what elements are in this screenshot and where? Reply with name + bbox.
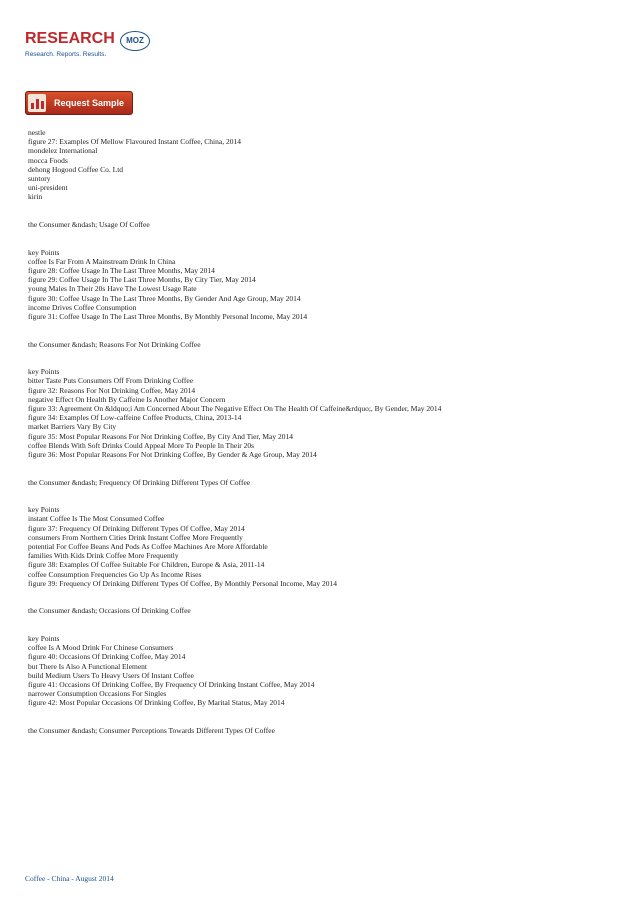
toc-line: coffee Is A Mood Drink For Chinese Consumers	[28, 643, 174, 653]
toc-line: instant Coffee Is The Most Consumed Coffee	[28, 514, 165, 524]
toc-line: nestle	[28, 128, 46, 137]
toc-line: figure 40: Occasions Of Drinking Coffee, May 2014	[28, 652, 186, 662]
toc-line: figure 27: Examples Of Mellow Flavoured Instant Coffee, China, 2014	[28, 137, 241, 147]
section-gap	[28, 202, 618, 220]
toc-line: the Consumer &ndash; Consumer Perceptions Towards Different Types Of Coffee	[28, 726, 275, 736]
toc-line: narrower Consumption Occasions For Singles	[28, 689, 167, 699]
toc-line: income Drives Coffee Consumption	[28, 302, 137, 312]
toc-line: but There Is Also A Functional Element	[28, 661, 148, 671]
toc-line: families With Kids Drink Coffee More Frequently	[28, 551, 179, 561]
section-gap	[28, 616, 618, 634]
toc-line: figure 35: Most Popular Reasons For Not Drinking Coffee, By City And Tier, May 2014	[28, 431, 293, 441]
researchmoz-logo[interactable]	[25, 30, 145, 66]
toc-line: figure 31: Coffee Usage In The Last Three Months, By Monthly Personal Income, May 2014	[28, 312, 308, 322]
toc-line: key Points	[28, 367, 60, 377]
section-gap	[28, 229, 618, 247]
toc-line: the Consumer &ndash; Occasions Of Drinking Coffee	[28, 606, 191, 616]
toc-line: figure 39: Frequency Of Drinking Different Types Of Coffee, By Monthly Personal Income, May 2014	[28, 578, 337, 588]
toc-line: consumers From Northern Cities Drink Instant Coffee More Frequently	[28, 532, 243, 542]
logo-badge: MOZ	[120, 31, 150, 51]
toc-line: key Points	[28, 634, 60, 644]
toc-line: figure 28: Coffee Usage In The Last Three Months, May 2014	[28, 266, 215, 276]
toc-line: young Males In Their 20s Have The Lowest Usage Rate	[28, 284, 197, 294]
toc-line: potential For Coffee Beans And Pods As Coffee Machines Are More Affordable	[28, 542, 268, 552]
toc-line: figure 34: Examples Of Low-caffeine Coffee Products, China, 2013-14	[28, 413, 242, 423]
toc-line: mocca Foods	[28, 155, 68, 165]
footer-link[interactable]: Coffee - China - August 2014	[25, 874, 114, 883]
toc-line: kirin	[28, 192, 43, 202]
toc-line: figure 38: Examples Of Coffee Suitable For Children, Europe & Asia, 2011-14	[28, 560, 265, 570]
toc-line: figure 36: Most Popular Reasons For Not Drinking Coffee, By Gender & Age Group, May 2014	[28, 450, 317, 460]
toc-line: figure 37: Frequency Of Drinking Different Types Of Coffee, May 2014	[28, 523, 245, 533]
toc-line: the Consumer &ndash; Frequency Of Drinking Different Types Of Coffee	[28, 477, 251, 487]
toc-line: figure 30: Coffee Usage In The Last Three Months, By Gender And Age Group, May 2014	[28, 293, 301, 303]
toc-line: figure 32: Reasons For Not Drinking Coffee, May 2014	[28, 385, 196, 395]
toc-line: mondelez International	[28, 146, 98, 156]
toc-line: figure 41: Occasions Of Drinking Coffee, By Frequency Of Drinking Instant Coffee, May 2014	[28, 680, 315, 690]
section-gap	[28, 708, 618, 726]
toc-line: uni-president	[28, 183, 68, 193]
toc-line: dehong Hogood Coffee Co. Ltd	[28, 164, 124, 174]
section-gap	[28, 349, 618, 367]
toc-line: key Points	[28, 505, 60, 515]
toc-line: figure 29: Coffee Usage In The Last Three Months, By City Tier, May 2014	[28, 275, 256, 285]
toc-line: the Consumer &ndash; Reasons For Not Drinking Coffee	[28, 339, 201, 349]
toc-line: coffee Blends With Soft Drinks Could Appeal More To People In Their 20s	[28, 440, 255, 450]
toc-line: bitter Taste Puts Consumers Off From Drinking Coffee	[28, 376, 194, 386]
toc-line: key Points	[28, 247, 60, 257]
toc-line: suntory	[28, 174, 51, 184]
toc-line: figure 33: Agreement On &ldquo;i Am Concerned About The Negative Effect On The Health Of Caffeine&rdquo;, By Gender, May 2014	[28, 404, 442, 414]
logo-tagline: Research. Reports. Results.	[25, 51, 107, 58]
toc-line: market Barriers Vary By City	[28, 422, 117, 432]
section-gap	[28, 321, 618, 339]
logo-brand-text: RESEARCH	[25, 30, 115, 47]
toc-line: build Medium Users To Heavy Users Of Instant Coffee	[28, 670, 194, 680]
request-sample-button[interactable]	[25, 91, 133, 115]
toc-line: coffee Consumption Frequencies Go Up As Income Rises	[28, 569, 202, 579]
document-body	[28, 128, 618, 735]
toc-line: figure 42: Most Popular Occasions Of Drinking Coffee, By Marital Status, May 2014	[28, 698, 285, 708]
toc-line: the Consumer &ndash; Usage Of Coffee	[28, 220, 150, 230]
report-chart-icon	[28, 94, 46, 112]
toc-line: coffee Is Far From A Mainstream Drink In China	[28, 256, 176, 266]
section-gap	[28, 588, 618, 606]
section-gap	[28, 487, 618, 505]
request-sample-label: Request Sample	[54, 98, 125, 108]
toc-line: negative Effect On Health By Caffeine Is Another Major Concern	[28, 394, 226, 404]
section-gap	[28, 459, 618, 477]
